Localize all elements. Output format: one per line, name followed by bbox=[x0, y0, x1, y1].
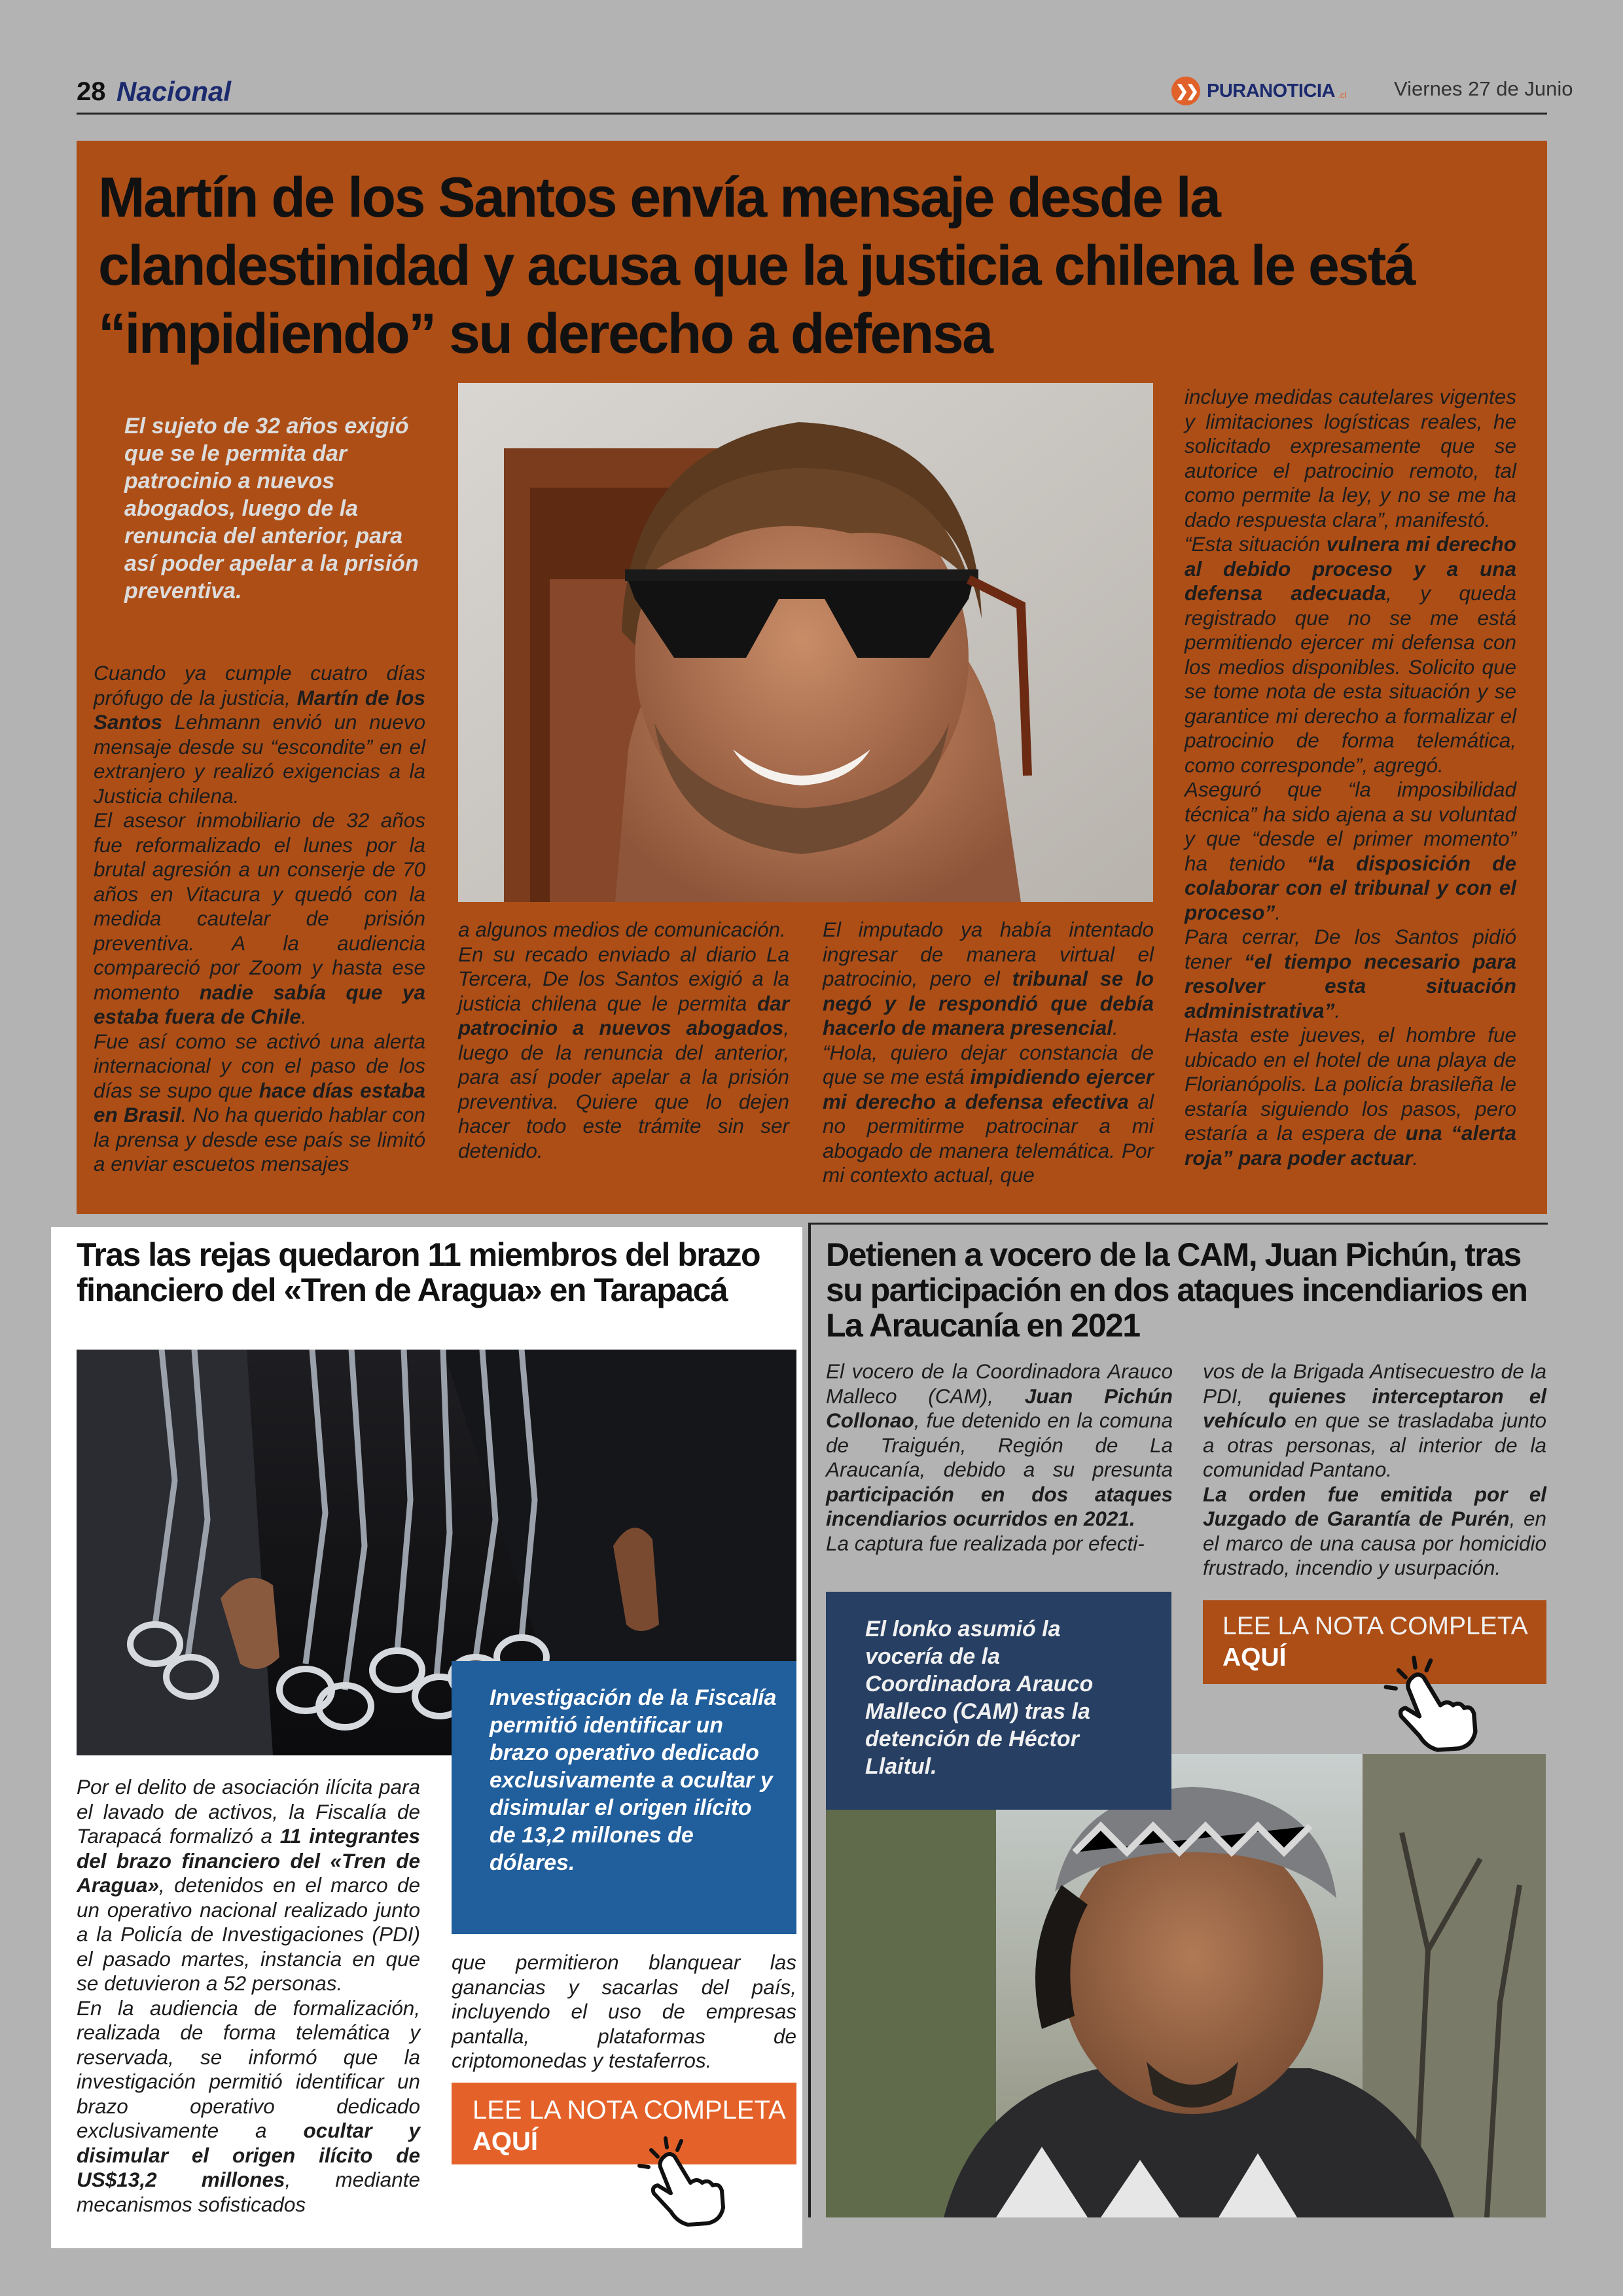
pointing-hand-icon[interactable] bbox=[632, 2130, 730, 2229]
section-name: Nacional bbox=[116, 76, 232, 107]
paragraph: El vocero de la Coordinadora Arauco Malleco (CAM), Juan Pichún Collonao, fue detenido en la comuna de Traiguén, Región de La Araucanía, debido a su presunta participación en dos ataques incendiarios ocurridos en 2021. bbox=[826, 1359, 1173, 1530]
top-article-headline: Martín de los Santos envía mensaje desde la clandestinidad y acusa que la justicia chilena le está “impidiendo” su derecho a defensa bbox=[98, 166, 1415, 365]
read-more-here: AQUÍ bbox=[1222, 1643, 1287, 1672]
paragraph: En la audiencia de formalización, realizada de forma telemática y reservada, se informó que la investigación permitió identificar un brazo operativo dedicado exclusivamente a ocultar y disimular el origen ilícito de US$13,2 millones, mediante mecanismos sofisticados bbox=[77, 1996, 420, 2216]
paragraph: “Esta situación vulnera mi derecho al debido proceso y a una defensa adecuada, y queda registrado que no se me está permitiendo ejercer mi defensa con los medios disponibles. Solicito que se tome nota de esta situación y se garantice mi derecho a formalizar el patrocinio de forma telemática, como corresponde”, agregó. bbox=[1185, 532, 1516, 777]
pointing-hand-icon[interactable] bbox=[1378, 1649, 1482, 1754]
right-article-headline: Detienen a vocero de la CAM, Juan Pichún, tras su participación en dos ataques incendiarios en La Araucanía en 2021 bbox=[826, 1236, 1527, 1344]
paragraph: Fue así como se activó una alerta internacional y con el paso de los días se supo que hace días estaba en Brasil. No ha querido hablar con la prensa y desde ese país se limitó a enviar escuetos mensajes bbox=[94, 1029, 426, 1175]
read-more-label: LEE LA NOTA COMPLETA bbox=[1222, 1612, 1528, 1640]
paragraph: Hasta este jueves, el hombre fue ubicado en el hotel de una playa de Florianópolis. La policía brasileña le estaría siguiendo los pasos, pero estaría a la espera de una “alerta roja” para poder actuar. bbox=[1185, 1023, 1516, 1170]
issue-date: Viernes 27 de Junio bbox=[1394, 77, 1573, 100]
top-article-lead: El sujeto de 32 años exigió que se le permita dar patrocinio a nuevos abogados, luego de la renuncia del anterior, para así poder apelar a la prisión preventiva. bbox=[124, 414, 419, 603]
paragraph: El asesor inmobiliario de 32 años fue reformalizado el lunes por la brutal agresión a un conserje de 70 años en Vitacura y quedó con la medida cautelar de prisión preventiva. A la audiencia compareció por Zoom y hasta ese momento nadie sabía que ya estaba fuera de Chile. bbox=[94, 808, 425, 1028]
paragraph: En su recado enviado al diario La Tercera, De los Santos exigió a la justicia chilena que le permita dar patrocinio a nuevos abogados, luego de la renuncia del anterior, para así poder apelar a la prisión preventiva. Quiere que lo dejen hacer todo este trámite sin ser detenido. bbox=[458, 942, 789, 1162]
brand-suffix: .cl bbox=[1337, 90, 1347, 100]
paragraph: Para cerrar, De los Santos pidió tener “el tiempo necesario para resolver esta situación administrativa”. bbox=[1185, 925, 1516, 1022]
brand-logo-icon: ❯❯ bbox=[1171, 77, 1200, 105]
right-article-photo bbox=[826, 1754, 1546, 2217]
read-more-here: AQUÍ bbox=[473, 2127, 538, 2156]
right-article-column-2 bbox=[1203, 1359, 1546, 1581]
paragraph: La captura fue realizada por efecti- bbox=[826, 1531, 1145, 1555]
paragraph: incluye medidas cautelares vigentes y limitaciones logísticas reales, he solicitado expresamente que se autorice el patrocinio remoto, tal como permite la ley, y no se me ha dado respuesta clara”, manifestó. bbox=[1185, 385, 1516, 531]
paragraph: “Hola, quiero dejar constancia de que se me está impidiendo ejercer mi derecho a defensa efectiva al no permitirme patrocinar a mi abogado de manera telemática. Por mi contexto actual, que bbox=[823, 1040, 1154, 1187]
paragraph: Cuando ya cumple cuatro días prófugo de la justicia, Martín de los Santos Lehmann envió un nuevo mensaje desde su “escondite” en el extranjero y realizó exigencias a la Justicia chilena. bbox=[94, 661, 425, 808]
left-article-column-2 bbox=[452, 1950, 796, 2073]
top-article-photo bbox=[458, 383, 1153, 902]
right-article-highlight: El lonko asumió la vocería de la Coordinadora Arauco Malleco (CAM) tras la detención de Héctor Llaitul. bbox=[865, 1617, 1094, 1779]
paragraph: La orden fue emitida por el Juzgado de Garantía de Purén, en el marco de una causa por homicidio frustrado, incendio y usurpación. bbox=[1203, 1482, 1547, 1579]
read-more-label: LEE LA NOTA COMPLETA bbox=[473, 2096, 786, 2125]
right-article-column-1 bbox=[826, 1359, 1173, 1556]
header-rule bbox=[77, 113, 1547, 115]
left-article-headline: Tras las rejas quedaron 11 miembros del brazo financiero del «Tren de Aragua» en Tarapacá bbox=[77, 1236, 760, 1308]
brand bbox=[1171, 75, 1347, 107]
read-more-button-left[interactable] bbox=[452, 2083, 796, 2164]
top-article-column-3 bbox=[823, 918, 1154, 1188]
page-number: 28 bbox=[77, 77, 106, 106]
read-more-button-right[interactable] bbox=[1203, 1600, 1546, 1684]
left-article-highlight: Investigación de la Fiscalía permitió identificar un brazo operativo dedicado exclusivamente a ocultar y disimular el origen ilícito de 13,2 millones de dólares. bbox=[490, 1685, 777, 1875]
paragraph: El imputado ya había intentado ingresar de manera virtual el patrocinio, pero el tribunal se lo negó y le respondió que debía hacerlo de manera presencial. bbox=[823, 918, 1154, 1039]
paragraph: Por el delito de asociación ilícita para el lavado de activos, la Fiscalía de Tarapacá formalizó a 11 integrantes del brazo financiero del «Tren de Aragua», detenidos en el marco de un operativo nacional realizado junto a la Policía de Investigaciones (PDI) el pasado martes, instancia en que se detuvieron a 52 personas. bbox=[77, 1775, 420, 1995]
paragraph: a algunos medios de comunicación. bbox=[458, 918, 786, 941]
column-divider bbox=[808, 1223, 811, 2217]
section-divider bbox=[808, 1223, 1548, 1225]
paragraph: Aseguró que “la imposibilidad técnica” ha sido ajena a su voluntad y que “desde el primer momento” ha tenido “la disposición de colaborar con el tribunal y con el proceso”. bbox=[1185, 778, 1516, 924]
top-article-column-2 bbox=[458, 918, 789, 1163]
paragraph: que permitieron blanquear las ganancias y sacarlas del país, incluyendo el uso de empresas pantalla, plataformas de criptomonedas y testaferros. bbox=[452, 1950, 796, 2072]
left-article-column-1 bbox=[77, 1775, 420, 2217]
top-article-column-4 bbox=[1185, 385, 1516, 1170]
top-article-column-1 bbox=[94, 661, 425, 1177]
brand-name: PURANOTICIA bbox=[1207, 80, 1335, 101]
paragraph: vos de la Brigada Antisecuestro de la PDI, quienes interceptaron el vehículo en que se trasladaba junto a otras personas, al interior de la comunidad Pantano. bbox=[1203, 1359, 1546, 1481]
